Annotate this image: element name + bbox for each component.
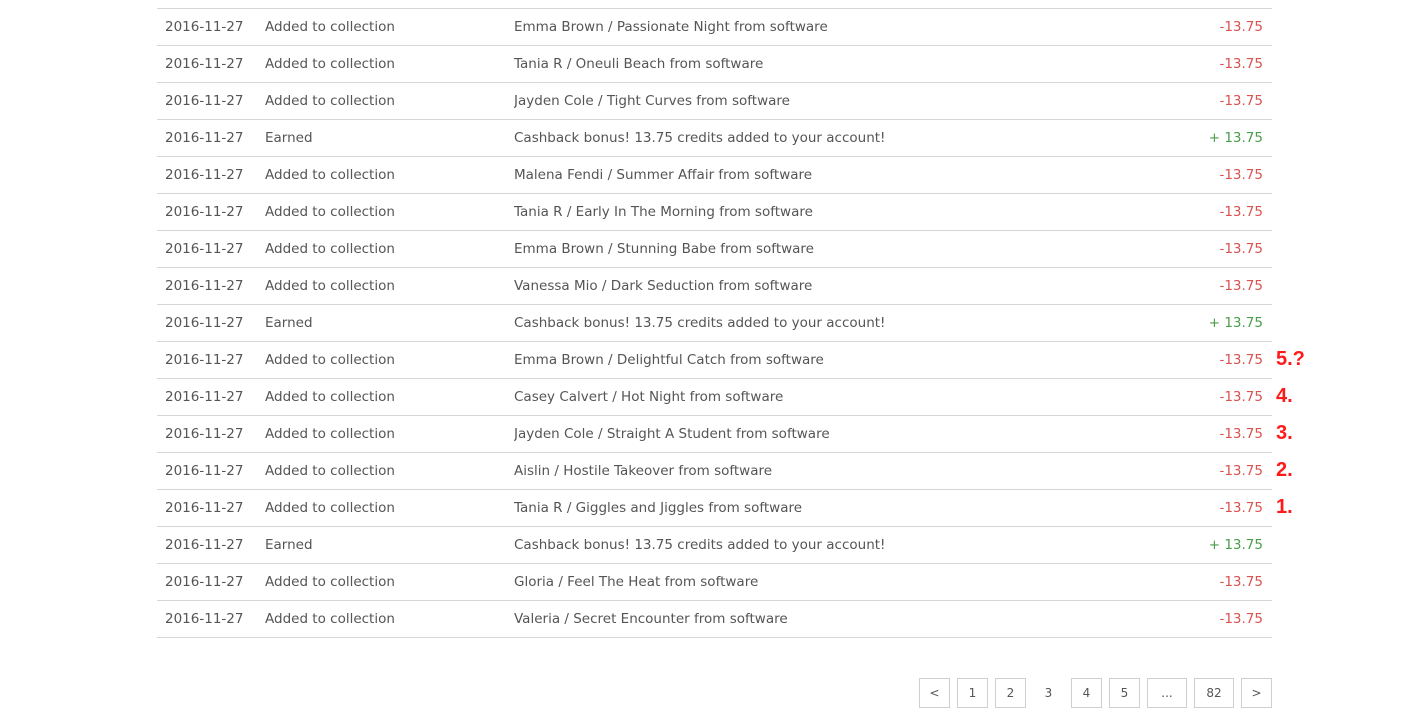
transaction-amount: -13.75 [1219, 426, 1263, 442]
annotation-label: 2. [1276, 459, 1293, 481]
annotation-label: 1. [1276, 496, 1293, 518]
transaction-type: Added to collection [265, 56, 395, 72]
table-row [157, 527, 1272, 564]
table-row [157, 83, 1272, 120]
transaction-date: 2016-11-27 [165, 574, 244, 590]
page-2-button[interactable]: 2 [995, 678, 1026, 708]
transaction-amount: -13.75 [1219, 56, 1263, 72]
transaction-type: Added to collection [265, 611, 395, 627]
page-4-button[interactable]: 4 [1071, 678, 1102, 708]
transaction-type: Added to collection [265, 19, 395, 35]
table-row [157, 342, 1272, 379]
transaction-date: 2016-11-27 [165, 167, 244, 183]
page-1-button[interactable]: 1 [957, 678, 988, 708]
transaction-date: 2016-11-27 [165, 278, 244, 294]
table-row [157, 157, 1272, 194]
table-row [157, 490, 1272, 527]
transaction-amount: -13.75 [1219, 278, 1263, 294]
transaction-type: Added to collection [265, 278, 395, 294]
transaction-amount: -13.75 [1219, 500, 1263, 516]
transaction-date: 2016-11-27 [165, 500, 244, 516]
transactions-table [157, 8, 1272, 638]
transaction-type: Added to collection [265, 500, 395, 516]
table-row [157, 305, 1272, 342]
transactions-table-body [157, 9, 1272, 638]
transaction-type: Earned [265, 130, 313, 146]
table-row [157, 46, 1272, 83]
transaction-amount: -13.75 [1219, 93, 1263, 109]
transaction-description: Tania R / Giggles and Jiggles from software [514, 500, 803, 516]
transaction-date: 2016-11-27 [165, 130, 244, 146]
table-row [157, 268, 1272, 305]
transaction-date: 2016-11-27 [165, 204, 244, 220]
table-row [157, 194, 1272, 231]
transaction-description: Casey Calvert / Hot Night from software [514, 389, 784, 405]
table-row [157, 379, 1272, 416]
transaction-description: Tania R / Early In The Morning from software [514, 204, 813, 220]
transaction-amount: -13.75 [1219, 463, 1263, 479]
page-82-button[interactable]: 82 [1194, 678, 1234, 708]
transaction-date: 2016-11-27 [165, 352, 244, 368]
transaction-date: 2016-11-27 [165, 93, 244, 109]
transaction-type: Added to collection [265, 204, 395, 220]
annotation-layer [1276, 0, 1336, 704]
table-row [157, 416, 1272, 453]
transaction-date: 2016-11-27 [165, 241, 244, 257]
transaction-description: Emma Brown / Passionate Night from software [514, 19, 828, 35]
transaction-type: Earned [265, 315, 313, 331]
transaction-date: 2016-11-27 [165, 56, 244, 72]
transaction-date: 2016-11-27 [165, 315, 244, 331]
transaction-description: Valeria / Secret Encounter from software [514, 611, 788, 627]
table-row [157, 453, 1272, 490]
transaction-amount: -13.75 [1219, 611, 1263, 627]
transaction-amount: -13.75 [1219, 574, 1263, 590]
transaction-amount: + 13.75 [1208, 130, 1263, 146]
transaction-date: 2016-11-27 [165, 426, 244, 442]
transaction-description: Jayden Cole / Tight Curves from software [514, 93, 790, 109]
transaction-type: Added to collection [265, 574, 395, 590]
annotation-label: 3. [1276, 422, 1293, 444]
transaction-amount: + 13.75 [1208, 537, 1263, 553]
transaction-date: 2016-11-27 [165, 19, 244, 35]
transaction-amount: -13.75 [1219, 204, 1263, 220]
transaction-type: Added to collection [265, 241, 395, 257]
table-row [157, 601, 1272, 638]
transaction-amount: + 13.75 [1208, 315, 1263, 331]
transaction-date: 2016-11-27 [165, 537, 244, 553]
transaction-description: Vanessa Mio / Dark Seduction from software [514, 278, 813, 294]
current-page: 3 [1033, 678, 1064, 708]
transaction-description: Jayden Cole / Straight A Student from software [514, 426, 830, 442]
transaction-description: Cashback bonus! 13.75 credits added to your account! [514, 130, 886, 146]
transaction-amount: -13.75 [1219, 19, 1263, 35]
table-row [157, 9, 1272, 46]
transaction-description: Emma Brown / Delightful Catch from software [514, 352, 824, 368]
transaction-description: Tania R / Oneuli Beach from software [514, 56, 764, 72]
transaction-date: 2016-11-27 [165, 463, 244, 479]
page-5-button[interactable]: 5 [1109, 678, 1140, 708]
pagination-ellipsis[interactable]: ... [1147, 678, 1187, 708]
transaction-description: Gloria / Feel The Heat from software [514, 574, 759, 590]
transaction-type: Added to collection [265, 389, 395, 405]
next-page-button[interactable]: > [1241, 678, 1272, 708]
transaction-description: Cashback bonus! 13.75 credits added to your account! [514, 537, 886, 553]
transaction-amount: -13.75 [1219, 241, 1263, 257]
transaction-type: Added to collection [265, 426, 395, 442]
transaction-type: Added to collection [265, 463, 395, 479]
transaction-type: Added to collection [265, 352, 395, 368]
transaction-amount: -13.75 [1219, 167, 1263, 183]
transaction-description: Aislin / Hostile Takeover from software [514, 463, 773, 479]
table-row [157, 564, 1272, 601]
transaction-date: 2016-11-27 [165, 389, 244, 405]
transaction-type: Added to collection [265, 167, 395, 183]
transaction-amount: -13.75 [1219, 389, 1263, 405]
table-row [157, 120, 1272, 157]
transaction-date: 2016-11-27 [165, 611, 244, 627]
annotation-label: 5.? [1276, 348, 1305, 370]
transaction-description: Malena Fendi / Summer Affair from software [514, 167, 813, 183]
transaction-description: Emma Brown / Stunning Babe from software [514, 241, 814, 257]
table-row [157, 231, 1272, 268]
transaction-description: Cashback bonus! 13.75 credits added to your account! [514, 315, 886, 331]
transaction-history [157, 8, 1272, 638]
annotation-label: 4. [1276, 385, 1293, 407]
transaction-amount: -13.75 [1219, 352, 1263, 368]
transaction-type: Earned [265, 537, 313, 553]
prev-page-button[interactable]: < [919, 678, 950, 708]
transaction-type: Added to collection [265, 93, 395, 109]
